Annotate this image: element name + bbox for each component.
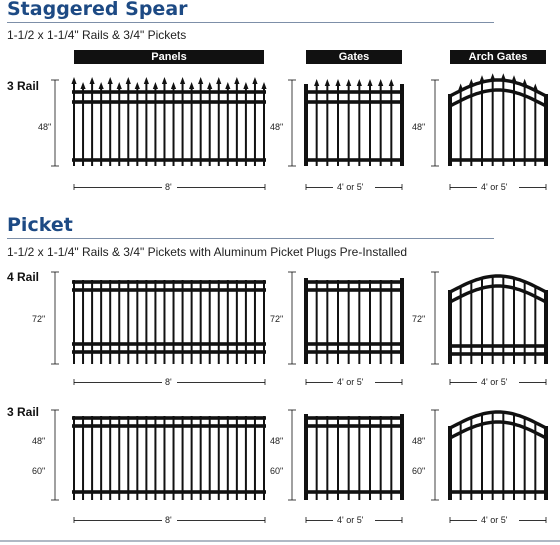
picket-spear-tip [243, 82, 248, 89]
gate-rail [304, 416, 404, 420]
picket-spear-tip [325, 79, 330, 86]
height-label-arch-gate: 48" [412, 122, 426, 132]
width-label-gate: 4' or 5' [337, 182, 364, 192]
picket-spear-tip [207, 82, 212, 89]
picket-spear-tip [99, 82, 104, 89]
fence-rail [72, 424, 266, 428]
gate-rail [448, 490, 548, 494]
gate-rail [304, 280, 404, 284]
picket-spear-tip [117, 82, 122, 89]
column-header-arch-gates: Arch Gates [450, 50, 546, 64]
column-header-panels: Panels [74, 50, 264, 64]
picket-spear-tip [378, 79, 383, 86]
fence-rail [72, 100, 266, 104]
picket-spear-tip [198, 77, 203, 84]
width-label-arch-gate: 4' or 5' [481, 182, 508, 192]
arch-rail [450, 422, 546, 438]
picket-spear-tip [346, 79, 351, 86]
gate-rail [304, 158, 404, 162]
picket-spear-tip [80, 82, 85, 89]
fence-rail [72, 288, 266, 292]
fence-rail [72, 342, 266, 346]
height-alt-label-panel: 60" [32, 466, 46, 476]
width-label-gate: 4' or 5' [337, 515, 364, 525]
picket-spear-tip [314, 79, 319, 86]
width-label-panel: 8' [165, 377, 172, 387]
fence-rail [72, 350, 266, 354]
width-label-arch-gate: 4' or 5' [481, 377, 508, 387]
picket-spear-tip [135, 82, 140, 89]
picket-spear-tip [71, 77, 76, 84]
picket-spear-tip [252, 77, 257, 84]
gate-rail [448, 352, 548, 356]
arch-rail [450, 90, 546, 106]
height-alt-label-gate: 60" [270, 466, 284, 476]
gate-rail [304, 288, 404, 292]
picket-spear-tip [189, 82, 194, 89]
picket-spear-tip [389, 79, 394, 86]
rail-label-picket-4-rail: 4 Rail [7, 270, 40, 284]
height-label-gate: 72" [270, 314, 284, 324]
picket-spear-tip [126, 77, 131, 84]
width-label-gate: 4' or 5' [337, 377, 364, 387]
picket-spear-tip [144, 77, 149, 84]
gate-rail [304, 350, 404, 354]
arch-rail [450, 80, 546, 96]
width-label-arch-gate: 4' or 5' [481, 515, 508, 525]
height-label-gate: 48" [270, 436, 284, 446]
height-alt-label-arch-gate: 60" [412, 466, 426, 476]
gate-rail [304, 100, 404, 104]
fence-rail [72, 90, 266, 94]
section-subtitle-picket: 1-1/2 x 1-1/4" Rails & 3/4" Pickets with Aluminum Picket Plugs Pre-Installed [7, 245, 408, 259]
gate-rail [304, 424, 404, 428]
fence-rail [72, 490, 266, 494]
gate-rail [304, 490, 404, 494]
picket-spear-tip [153, 82, 158, 89]
section-title-staggered-spear: Staggered Spear [7, 0, 188, 20]
picket-spear-tip [335, 79, 340, 86]
arch-rail [450, 276, 546, 292]
picket-spear-tip [225, 82, 230, 89]
height-label-panel: 48" [32, 436, 46, 446]
height-label-arch-gate: 72" [412, 314, 426, 324]
height-label-panel: 72" [32, 314, 46, 324]
picket-spear-tip [180, 77, 185, 84]
fence-rail [72, 158, 266, 162]
picket-spear-tip [357, 79, 362, 86]
rail-label-picket-3-rail: 3 Rail [7, 405, 40, 419]
picket-spear-tip [108, 77, 113, 84]
height-label-arch-gate: 48" [412, 436, 426, 446]
section-title-picket: Picket [7, 214, 73, 236]
picket-spear-tip [216, 77, 221, 84]
gate-rail [304, 90, 404, 94]
arch-rail [450, 412, 546, 428]
picket-spear-tip [234, 77, 239, 84]
fence-rail [72, 280, 266, 284]
arch-rail [450, 286, 546, 302]
rail-label-staggered-3-rail: 3 Rail [7, 79, 40, 93]
picket-spear-tip [171, 82, 176, 89]
picket-spear-tip [261, 82, 266, 89]
gate-rail [448, 158, 548, 162]
height-label-gate: 48" [270, 122, 284, 132]
picket-spear-tip [89, 77, 94, 84]
gate-rail [304, 342, 404, 346]
gate-rail [448, 344, 548, 348]
picket-spear-tip [367, 79, 372, 86]
section-subtitle-staggered-spear: 1-1/2 x 1-1/4" Rails & 3/4" Pickets [7, 28, 187, 42]
height-label-panel: 48" [38, 122, 52, 132]
fence-rail [72, 416, 266, 420]
picket-spear-tip [162, 77, 167, 84]
column-header-gates: Gates [306, 50, 402, 64]
width-label-panel: 8' [165, 515, 172, 525]
width-label-panel: 8' [165, 182, 172, 192]
